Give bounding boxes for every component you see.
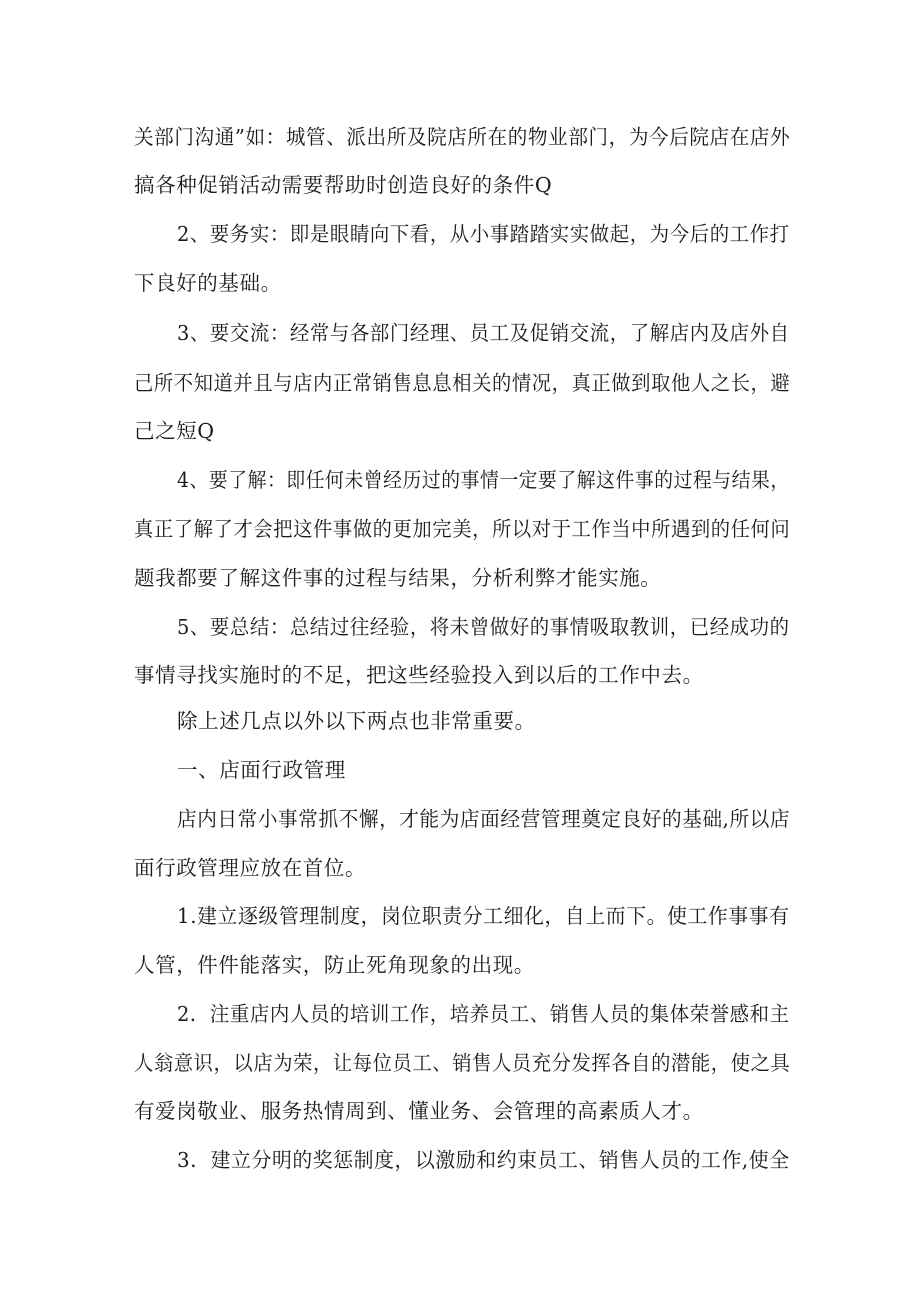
text-line: 2、要务实：即是眼睛向下看，从小事踏踏实实做起，为今后的工作打 xyxy=(177,222,790,246)
text-line: 下良好的基础。 xyxy=(134,271,282,295)
text-line: 3、要交流：经常与各部门经理、员工及促销交流，了解店内及店外自 xyxy=(177,321,790,345)
text-line: 题我都要了解这件事的过程与结果，分析利弊才能实施。 xyxy=(134,566,662,590)
text-line: 1.建立逐级管理制度，岗位职责分工细化，自上而下。使工作事事有 xyxy=(177,904,790,928)
text-line: 5、要总结：总结过往经验，将未曾做好的事情吸取教训，已经成功的 xyxy=(177,615,790,639)
text-line: 己之短Q xyxy=(134,419,215,443)
text-line: 面行政管理应放在首位。 xyxy=(134,856,367,880)
text-line: 4、要了解：即任何未曾经历过的事情一定要了解这件事的过程与结果， xyxy=(177,468,790,492)
section-heading: 一、店面行政管理 xyxy=(177,758,346,782)
text-line: 人管，件件能落实，防止死角现象的出现。 xyxy=(134,953,535,977)
text-line: 除上述几点以外以下两点也非常重要。 xyxy=(177,709,536,733)
text-line: 人翁意识，以店为荣，让每位员工、销售人员充分发挥各自的潜能，使之具 xyxy=(134,1051,791,1075)
text-line: 2．注重店内人员的培训工作，培养员工、销售人员的集体荣誉感和主 xyxy=(177,1002,790,1026)
text-line: 有爱岗敬业、服务热情周到、懂业务、会管理的高素质人才。 xyxy=(134,1099,704,1123)
text-line: 己所不知道并且与店内正常销售息息相关的情况，真正做到取他人之长，避 xyxy=(134,371,791,395)
text-line: 事情寻找实施时的不足，把这些经验投入到以后的工作中去。 xyxy=(134,663,704,687)
text-line: 店内日常小事常抓不懈，才能为店面经营管理奠定良好的基础,所以店 xyxy=(177,807,791,831)
text-line: 真正了解了才会把这件事做的更加完美，所以对于工作当中所遇到的任何问 xyxy=(134,517,791,541)
text-line: 3．建立分明的奖惩制度，以激励和约束员工、销售人员的工作,使全 xyxy=(177,1148,790,1172)
text-line: 关部门沟通”如：城管、派出所及院店所在的物业部门，为今后院店在店外 xyxy=(134,125,791,149)
text-line: 搞各种促销活动需要帮助时创造良好的条件Q xyxy=(134,173,553,197)
